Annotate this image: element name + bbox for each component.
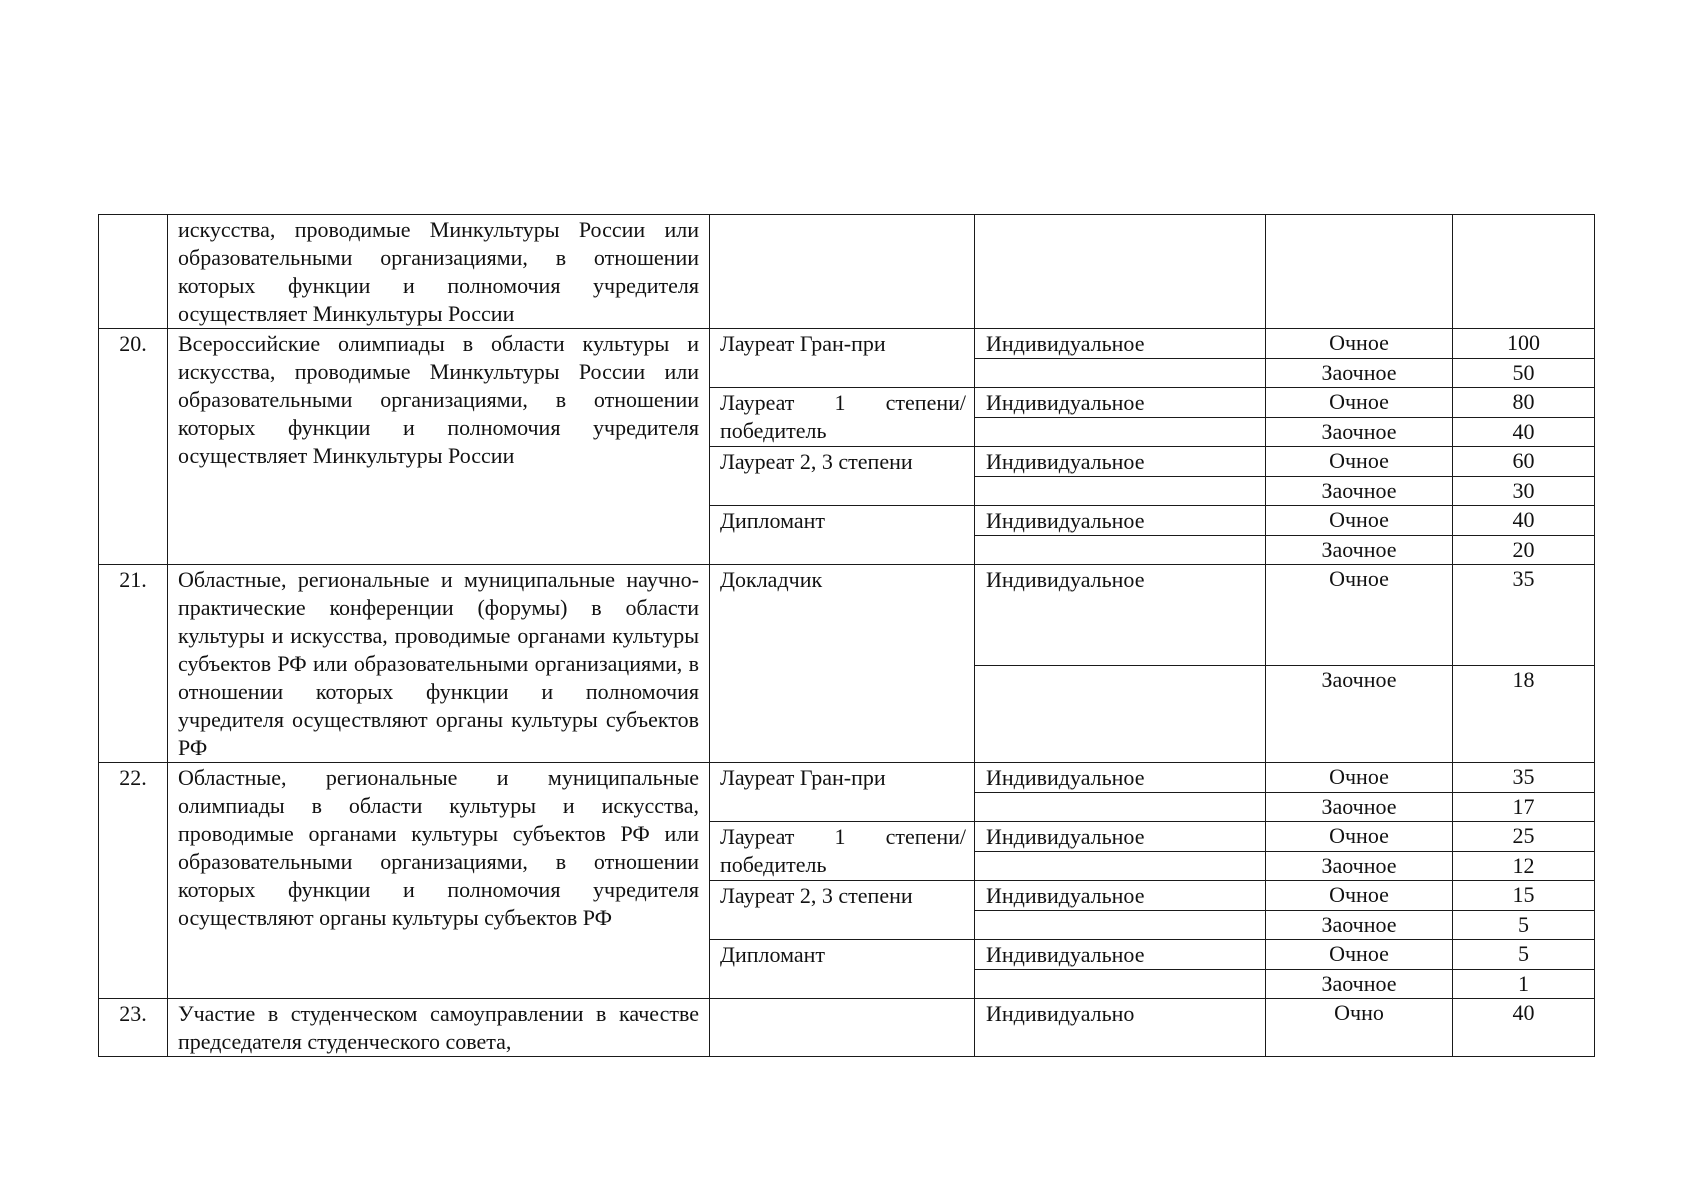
- points-cell: 35: [1453, 763, 1595, 793]
- points-cell: 5: [1453, 940, 1595, 970]
- row-number-cell: 22.: [99, 763, 168, 999]
- continuation-row: [99, 215, 1595, 329]
- participation-type-cell: [975, 359, 1266, 388]
- role-cell: Дипломант: [710, 506, 975, 565]
- points-cell: 1: [1453, 970, 1595, 999]
- participation-type-cell: Индивидуальное: [975, 447, 1266, 477]
- participation-type-cell: Индивидуально: [975, 999, 1266, 1057]
- participation-type-cell: Индивидуальное: [975, 388, 1266, 418]
- points-cell: 40: [1453, 999, 1595, 1057]
- points-cell: [1453, 215, 1595, 329]
- criteria-table: [98, 214, 1595, 1057]
- points-cell: 60: [1453, 447, 1595, 477]
- points-cell: 25: [1453, 822, 1595, 852]
- form-cell: Очное: [1266, 388, 1453, 418]
- form-cell: Заочное: [1266, 477, 1453, 506]
- form-cell: Заочное: [1266, 793, 1453, 822]
- role-cell: Дипломант: [710, 940, 975, 999]
- form-cell: Заочное: [1266, 970, 1453, 999]
- points-cell: 17: [1453, 793, 1595, 822]
- points-cell: 20: [1453, 536, 1595, 565]
- participation-type-cell: [975, 418, 1266, 447]
- role-cell: [710, 215, 975, 329]
- form-cell: Заочное: [1266, 418, 1453, 447]
- form-cell: Очное: [1266, 565, 1453, 666]
- role-cell: Лауреат 2, 3 степени: [710, 447, 975, 506]
- participation-type-cell: [975, 477, 1266, 506]
- form-cell: Очное: [1266, 881, 1453, 911]
- form-cell: Очное: [1266, 506, 1453, 536]
- participation-type-cell: [975, 852, 1266, 881]
- participation-type-cell: [975, 793, 1266, 822]
- event-name-cell: Участие в студенческом самоуправлении в качестве председателя студенческого совета,: [168, 999, 710, 1057]
- role-cell: Лауреат 2, 3 степени: [710, 881, 975, 940]
- role-cell: [710, 999, 975, 1057]
- role-cell: Лауреат 1 степени/ победитель: [710, 388, 975, 447]
- points-cell: 35: [1453, 565, 1595, 666]
- participation-type-cell: Индивидуальное: [975, 506, 1266, 536]
- participation-type-cell: [975, 970, 1266, 999]
- points-cell: 15: [1453, 881, 1595, 911]
- form-cell: Очное: [1266, 447, 1453, 477]
- table-row: [99, 329, 1595, 359]
- participation-type-cell: Индивидуальное: [975, 565, 1266, 666]
- points-cell: 100: [1453, 329, 1595, 359]
- event-name-cell: Всероссийские олимпиады в области культуры и искусства, проводимые Минкультуры России или образовательными организациями, в отношении которых функции и полномочия учредителя осуществляет Минкультуры России: [168, 329, 710, 565]
- row-number-cell: 21.: [99, 565, 168, 763]
- form-cell: Очное: [1266, 329, 1453, 359]
- participation-type-cell: [975, 215, 1266, 329]
- form-cell: Очное: [1266, 763, 1453, 793]
- points-cell: 80: [1453, 388, 1595, 418]
- points-cell: 5: [1453, 911, 1595, 940]
- event-name-cell: Областные, региональные и муниципальные научно-практические конференции (форумы) в области культуры и искусства, проводимые органами культуры субъектов РФ или образовательными организациями, в отношении которых функции и полномочия учредителя осуществляют органы культуры субъектов РФ: [168, 565, 710, 763]
- form-cell: Очно: [1266, 999, 1453, 1057]
- participation-type-cell: Индивидуальное: [975, 940, 1266, 970]
- participation-type-cell: Индивидуальное: [975, 329, 1266, 359]
- participation-type-cell: [975, 536, 1266, 565]
- points-cell: 18: [1453, 665, 1595, 762]
- form-cell: Очное: [1266, 940, 1453, 970]
- event-name-cell: искусства, проводимые Минкультуры России или образовательными организациями, в отношении которых функции и полномочия учредителя осуществляет Минкультуры России: [168, 215, 710, 329]
- table-row: [99, 565, 1595, 666]
- participation-type-cell: Индивидуальное: [975, 881, 1266, 911]
- role-cell: Лауреат Гран-при: [710, 763, 975, 822]
- table-row: [99, 999, 1595, 1057]
- form-cell: [1266, 215, 1453, 329]
- row-number-cell: 23.: [99, 999, 168, 1057]
- form-cell: Заочное: [1266, 536, 1453, 565]
- role-cell: Докладчик: [710, 565, 975, 763]
- row-number-cell: [99, 215, 168, 329]
- table-row: [99, 763, 1595, 793]
- form-cell: Заочное: [1266, 359, 1453, 388]
- points-cell: 50: [1453, 359, 1595, 388]
- role-cell: Лауреат 1 степени/ победитель: [710, 822, 975, 881]
- participation-type-cell: [975, 665, 1266, 762]
- form-cell: Заочное: [1266, 665, 1453, 762]
- form-cell: Очное: [1266, 822, 1453, 852]
- points-cell: 40: [1453, 418, 1595, 447]
- participation-type-cell: Индивидуальное: [975, 822, 1266, 852]
- role-cell: Лауреат Гран-при: [710, 329, 975, 388]
- form-cell: Заочное: [1266, 852, 1453, 881]
- participation-type-cell: Индивидуальное: [975, 763, 1266, 793]
- event-name-cell: Областные, региональные и муниципальные олимпиады в области культуры и искусства, проводимые органами культуры субъектов РФ или образовательными организациями, в отношении которых функции и полномочия учредителя осуществляют органы культуры субъектов РФ: [168, 763, 710, 999]
- points-cell: 30: [1453, 477, 1595, 506]
- points-cell: 40: [1453, 506, 1595, 536]
- form-cell: Заочное: [1266, 911, 1453, 940]
- row-number-cell: 20.: [99, 329, 168, 565]
- participation-type-cell: [975, 911, 1266, 940]
- points-cell: 12: [1453, 852, 1595, 881]
